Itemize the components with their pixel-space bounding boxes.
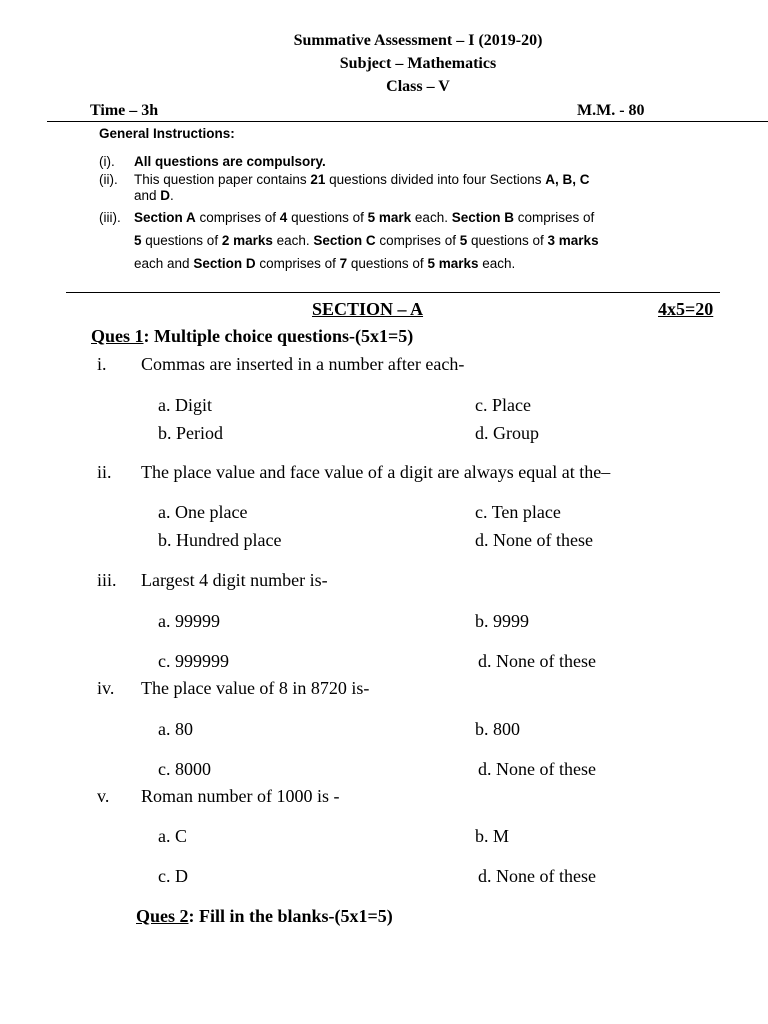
question-1-heading: Ques 1: Multiple choice questions-(5x1=5) bbox=[91, 326, 414, 346]
option-letter: d. bbox=[478, 759, 492, 779]
option-text: 99999 bbox=[175, 611, 220, 631]
max-marks-label: M.M. - 80 bbox=[577, 102, 645, 119]
instruction-iii-number: (iii). bbox=[99, 210, 121, 225]
option-text: 80 bbox=[175, 719, 193, 739]
question-text: The place value and face value of a digit are always equal at the– bbox=[141, 462, 611, 482]
instruction-run: questions of bbox=[287, 210, 368, 225]
instruction-run: 7 bbox=[339, 256, 348, 271]
option-text: None of these bbox=[496, 759, 596, 779]
option-text: None of these bbox=[496, 651, 596, 671]
option-letter: b. bbox=[475, 719, 489, 739]
question-number: ii. bbox=[97, 462, 112, 482]
option-letter: b. bbox=[158, 530, 172, 550]
option-letter: a. bbox=[158, 502, 171, 522]
option-text: Place bbox=[492, 395, 531, 415]
instruction-run: questions of bbox=[141, 233, 222, 248]
question-text: The place value of 8 in 8720 is- bbox=[141, 678, 370, 698]
option-letter: a. bbox=[158, 611, 171, 631]
instruction-iii-line2 bbox=[134, 233, 599, 248]
option-text: Period bbox=[176, 423, 223, 443]
option-letter: a. bbox=[158, 719, 171, 739]
option-letter: b. bbox=[158, 423, 172, 443]
answer-option bbox=[478, 866, 596, 887]
answer-option bbox=[475, 423, 539, 444]
option-letter: b. bbox=[475, 611, 489, 631]
option-text: Group bbox=[493, 423, 539, 443]
instruction-run: each. bbox=[272, 233, 314, 248]
instruction-i-text: All questions are compulsory. bbox=[134, 154, 326, 169]
option-text: M bbox=[493, 826, 510, 846]
instruction-run: comprises of bbox=[513, 210, 595, 225]
option-text: 800 bbox=[493, 719, 520, 739]
answer-option bbox=[158, 826, 187, 847]
instruction-run: 3 marks bbox=[547, 233, 599, 248]
instruction-run: comprises of bbox=[375, 233, 460, 248]
option-letter: c. bbox=[158, 651, 171, 671]
option-text: D bbox=[175, 866, 188, 886]
instruction-run: each and bbox=[134, 256, 194, 271]
answer-option bbox=[158, 719, 193, 740]
answer-option bbox=[158, 530, 281, 551]
option-text: Hundred place bbox=[176, 530, 282, 550]
answer-option bbox=[158, 502, 247, 523]
instruction-run: comprises of bbox=[195, 210, 280, 225]
instruction-run: comprises of bbox=[255, 256, 340, 271]
instruction-run: each. bbox=[478, 256, 516, 271]
instruction-run: 4 bbox=[279, 210, 288, 225]
question-text: Roman number of 1000 is - bbox=[141, 786, 340, 806]
instruction-run: Section A bbox=[134, 210, 196, 225]
header-rule bbox=[47, 121, 768, 122]
answer-option bbox=[475, 502, 561, 523]
question-number: i. bbox=[97, 354, 107, 374]
class-line: Class – V bbox=[386, 78, 450, 95]
answer-option bbox=[475, 719, 520, 740]
option-text: 999999 bbox=[175, 651, 229, 671]
option-text: Digit bbox=[175, 395, 213, 415]
answer-option bbox=[158, 611, 220, 632]
option-text: 8000 bbox=[175, 759, 211, 779]
option-letter: c. bbox=[475, 395, 488, 415]
option-letter: d. bbox=[478, 866, 492, 886]
instruction-run: 5 mark bbox=[367, 210, 412, 225]
answer-option bbox=[478, 651, 596, 672]
answer-option bbox=[478, 759, 596, 780]
instruction-run: Section B bbox=[451, 210, 514, 225]
instruction-ii-number: (ii). bbox=[99, 172, 118, 187]
option-text: One place bbox=[175, 502, 248, 522]
option-letter: d. bbox=[475, 530, 489, 550]
option-text: Ten place bbox=[491, 502, 561, 522]
instructions-rule bbox=[66, 292, 720, 293]
instruction-run: 5 marks bbox=[427, 256, 479, 271]
instruction-run: 2 marks bbox=[221, 233, 273, 248]
instruction-run: 5 bbox=[134, 233, 142, 248]
answer-option bbox=[158, 866, 188, 887]
answer-option bbox=[158, 651, 229, 672]
question-2-heading: Ques 2: Fill in the blanks-(5x1=5) bbox=[136, 906, 393, 926]
instructions-title: General Instructions: bbox=[99, 126, 235, 141]
question-text: Largest 4 digit number is- bbox=[141, 570, 328, 590]
answer-option bbox=[158, 395, 212, 416]
instruction-ii-line2: and D. bbox=[134, 188, 174, 203]
option-letter: d. bbox=[478, 651, 492, 671]
instruction-run: questions of bbox=[347, 256, 428, 271]
option-text: None of these bbox=[496, 866, 596, 886]
answer-option bbox=[158, 423, 223, 444]
exam-title: Summative Assessment – I (2019-20) bbox=[293, 32, 543, 49]
instruction-run: questions of bbox=[467, 233, 548, 248]
instruction-iii-line1 bbox=[134, 210, 594, 225]
answer-option bbox=[158, 759, 211, 780]
option-letter: c. bbox=[158, 866, 171, 886]
time-label: Time – 3h bbox=[90, 102, 159, 119]
option-letter: a. bbox=[158, 826, 171, 846]
option-text: 9999 bbox=[493, 611, 529, 631]
section-title: SECTION – A bbox=[312, 299, 424, 319]
instruction-run: each. bbox=[411, 210, 452, 225]
question-number: v. bbox=[97, 786, 110, 806]
answer-option bbox=[475, 826, 509, 847]
subject-line: Subject – Mathematics bbox=[339, 55, 497, 72]
section-marks: 4x5=20 bbox=[658, 299, 714, 319]
option-text: C bbox=[175, 826, 188, 846]
instruction-run: Section D bbox=[193, 256, 256, 271]
instruction-run: 5 bbox=[459, 233, 468, 248]
instruction-i-number: (i). bbox=[99, 154, 115, 169]
option-letter: c. bbox=[475, 502, 488, 522]
question-number: iii. bbox=[97, 570, 117, 590]
answer-option bbox=[475, 611, 529, 632]
instruction-run: Section C bbox=[313, 233, 376, 248]
option-text: None of these bbox=[493, 530, 593, 550]
instruction-iii-line3 bbox=[134, 256, 515, 271]
answer-option bbox=[475, 530, 593, 551]
instruction-ii-line1: This question paper contains 21 questions divided into four Sections A, B, C bbox=[134, 172, 590, 187]
option-letter: a. bbox=[158, 395, 171, 415]
question-number: iv. bbox=[97, 678, 115, 698]
option-letter: b. bbox=[475, 826, 489, 846]
answer-option bbox=[475, 395, 531, 416]
question-text: Commas are inserted in a number after each- bbox=[141, 354, 465, 374]
option-letter: c. bbox=[158, 759, 171, 779]
option-letter: d. bbox=[475, 423, 489, 443]
